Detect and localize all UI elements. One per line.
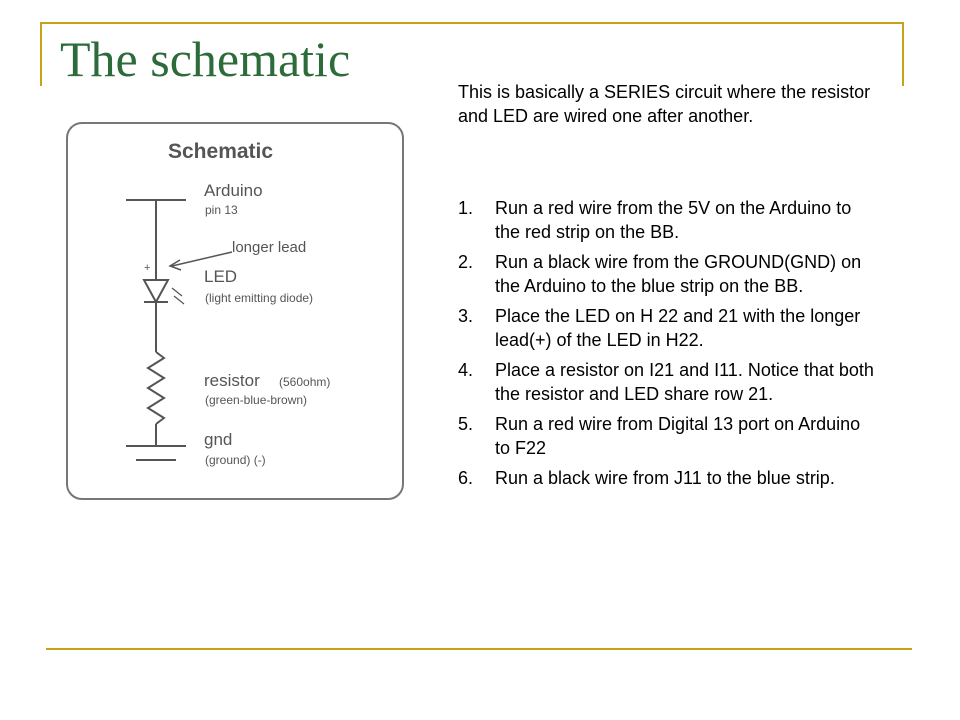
longer-lead-arrow <box>172 252 232 266</box>
step-item <box>458 412 878 460</box>
resistor-label: resistor <box>204 371 260 390</box>
gnd-label: gnd <box>204 430 233 449</box>
right-rule <box>902 22 904 86</box>
arduino-label: Arduino <box>204 181 263 200</box>
step-text: Run a red wire from the 5V on the Arduino to the red strip on the BB. <box>495 198 852 242</box>
gnd-sub: (ground) (-) <box>205 453 266 467</box>
led-ray-2 <box>174 296 184 304</box>
step-text: Run a black wire from the GROUND(GND) on the Arduino to the blue strip on the BB. <box>495 252 862 296</box>
step-text: Place the LED on H 22 and 21 with the longer lead(+) of the LED in H22. <box>495 306 861 350</box>
plus-sign: + <box>144 262 151 274</box>
step-text: Place a resistor on I21 and I11. Notice that both the resistor and LED share row 21. <box>495 360 874 404</box>
step-text: Run a red wire from Digital 13 port on Arduino to F22 <box>495 414 861 458</box>
schematic-figure <box>66 122 404 500</box>
step-item <box>458 250 878 298</box>
left-rule <box>40 22 42 86</box>
longer-lead-label: longer lead <box>232 239 307 256</box>
led-sub: (light emitting diode) <box>205 291 314 305</box>
step-number: 2. <box>458 252 474 272</box>
led-label: LED <box>204 267 238 286</box>
step-number: 3. <box>458 306 474 326</box>
led-symbol <box>144 280 168 302</box>
resistor-symbol <box>148 352 164 424</box>
step-item <box>458 196 878 244</box>
schematic-heading: Schematic <box>168 140 274 163</box>
schematic-diagram <box>68 124 402 498</box>
step-number: 5. <box>458 414 474 434</box>
steps-list <box>458 196 878 496</box>
step-item <box>458 358 878 406</box>
resistor-sub: (green-blue-brown) <box>205 393 308 407</box>
bottom-rule <box>46 648 912 650</box>
slide-title: The schematic <box>60 31 351 87</box>
step-text: Run a black wire from J11 to the blue strip. <box>495 468 835 488</box>
top-rule <box>40 22 904 24</box>
step-item <box>458 304 878 352</box>
step-number: 4. <box>458 360 474 380</box>
intro-paragraph: This is basically a SERIES circuit where the resistor and LED are wired one after another. <box>458 82 871 126</box>
step-number: 6. <box>458 468 474 488</box>
step-number: 1. <box>458 198 474 218</box>
resistor-value: (560ohm) <box>279 375 331 389</box>
led-ray-1 <box>172 288 182 296</box>
arduino-sub: pin 13 <box>205 203 238 217</box>
step-item <box>458 466 878 490</box>
